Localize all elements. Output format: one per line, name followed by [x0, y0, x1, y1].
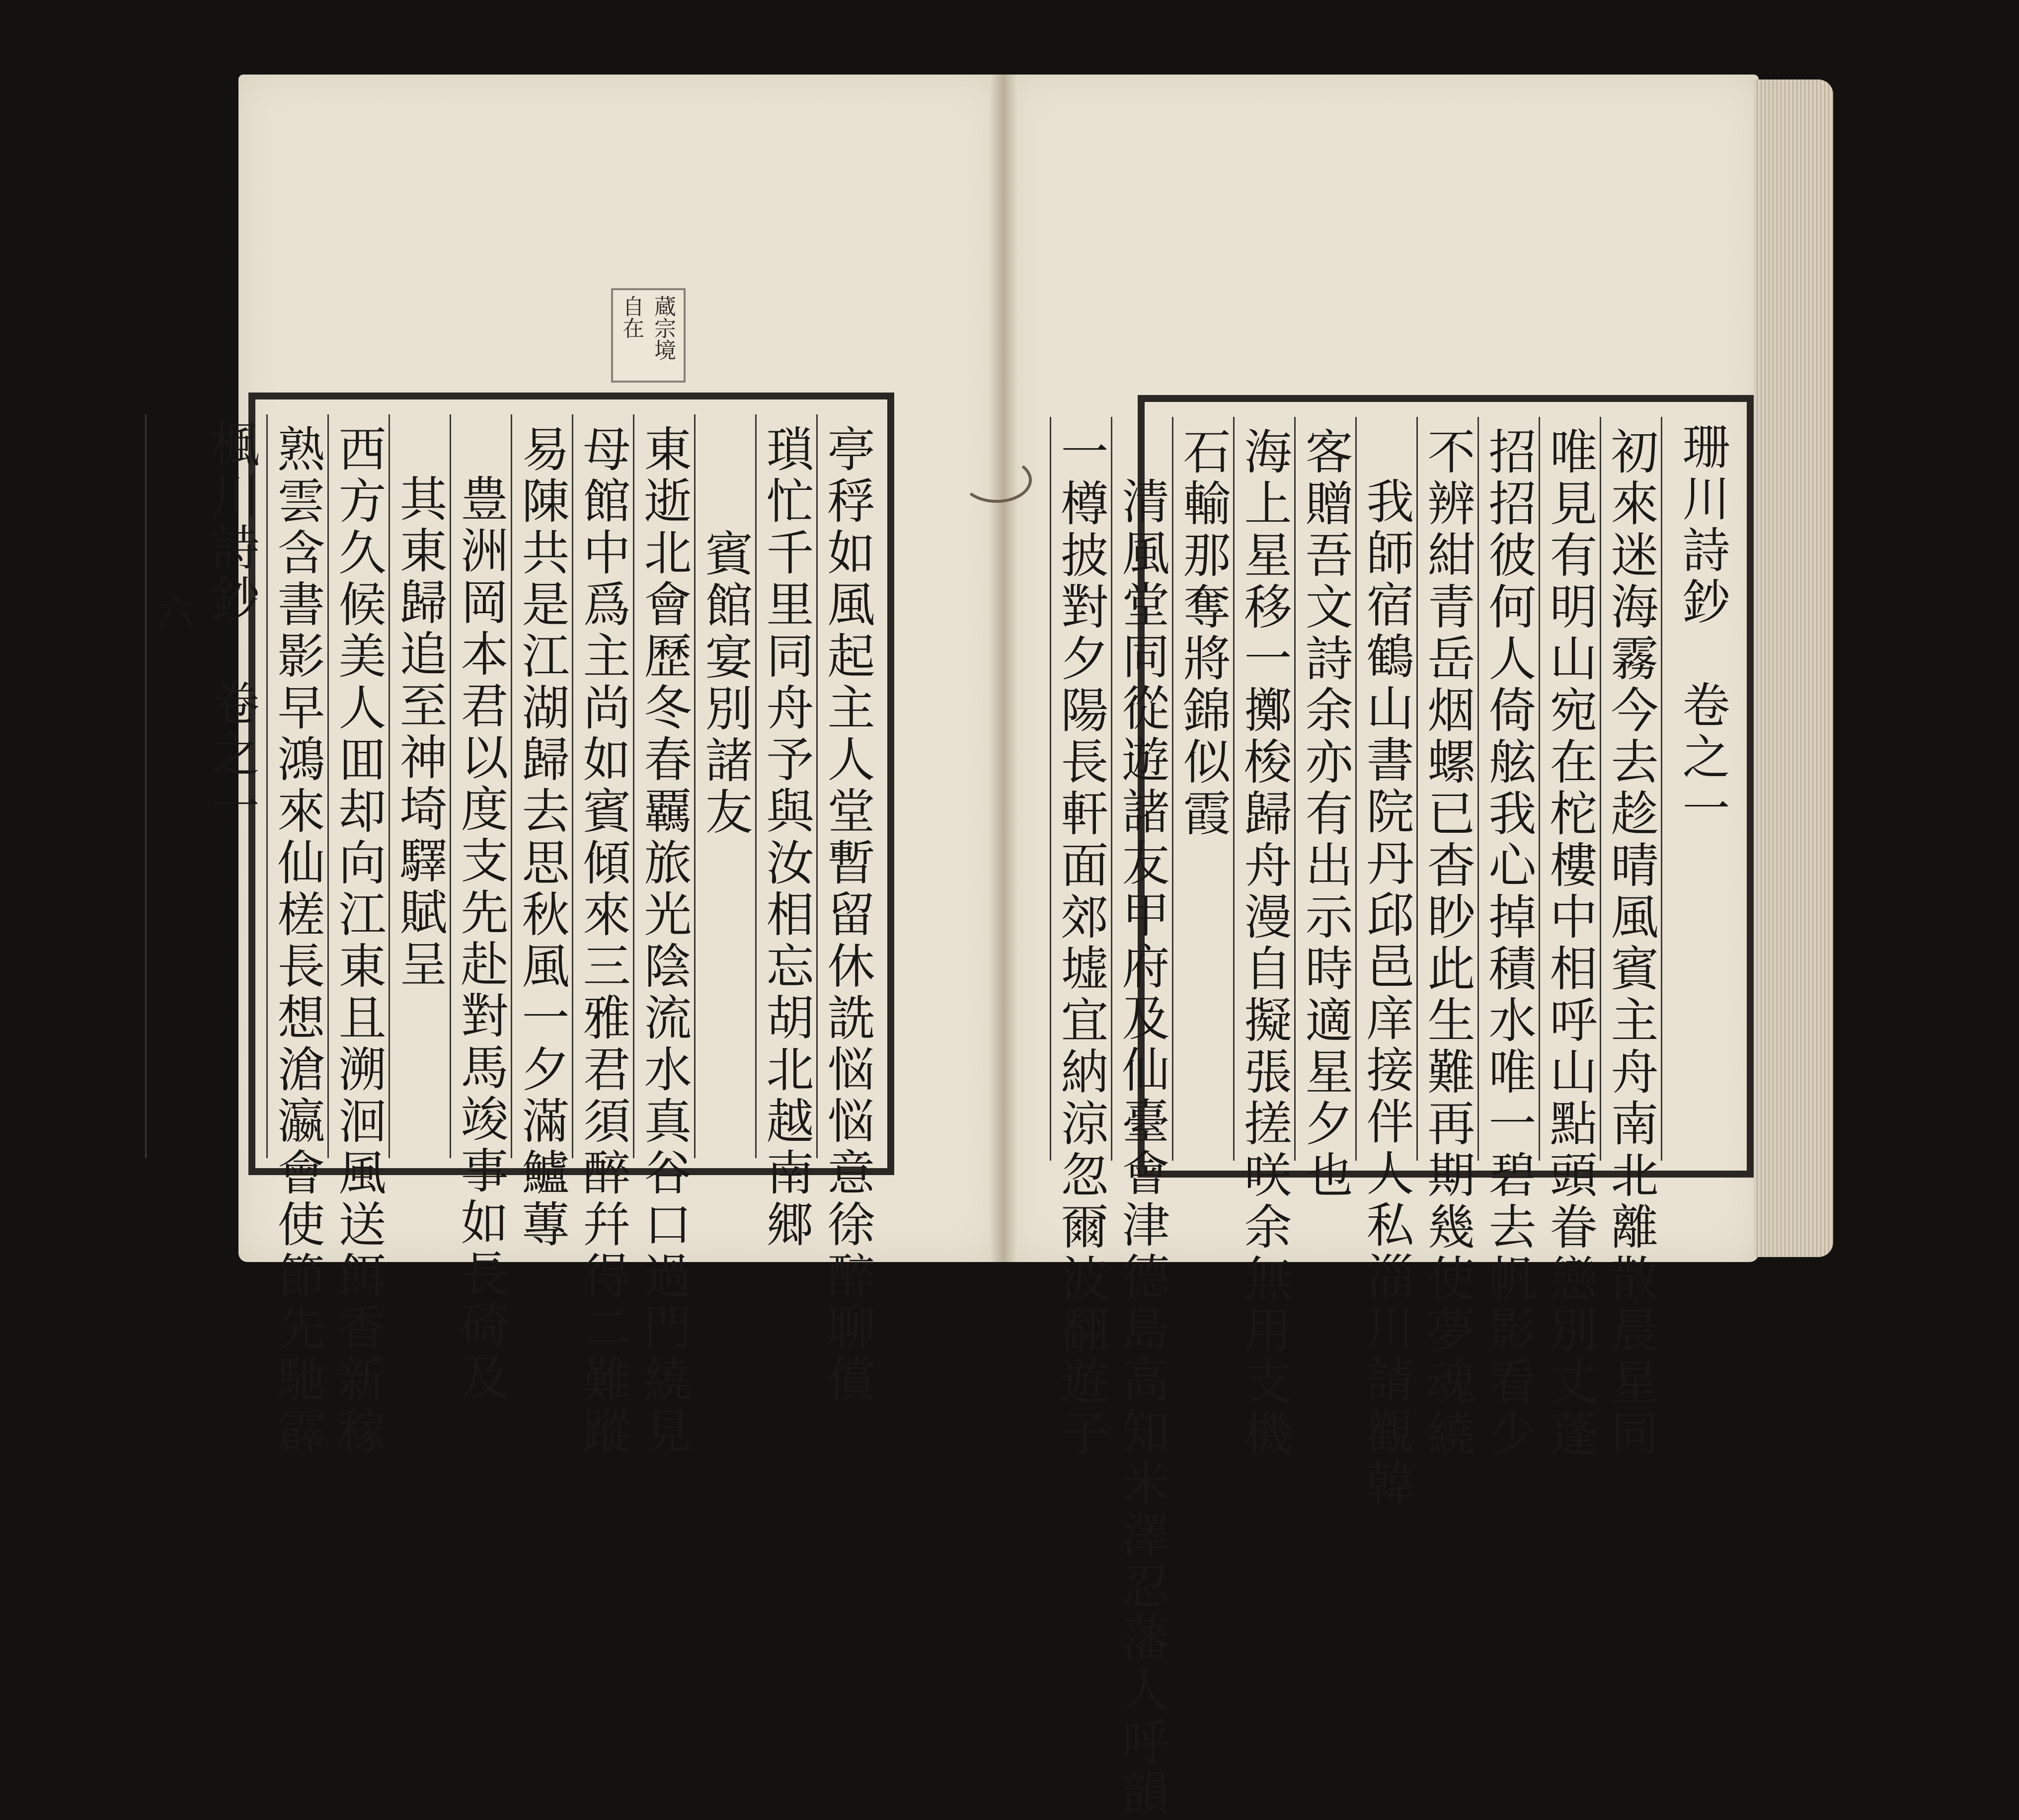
folio-number: 六 — [152, 593, 193, 633]
right-col-1: 初來迷海霧今去趁晴風賓主舟南北離散晨星同 — [1600, 417, 1661, 1161]
right-col-4: 不辨紺青岳烟螺已杳眇此生難再期幾使夢魂繞 — [1416, 417, 1477, 1161]
left-col-3: 賓館宴別諸友 — [694, 414, 755, 1158]
right-col-8: 石輸那奪將錦似霞 — [1172, 417, 1233, 1161]
right-col-3: 招招彼何人倚舷我心掉積水唯一碧去帆影看少 — [1477, 417, 1539, 1161]
left-col-6: 易陳共是江湖歸去思秋風一夕滿鱸蓴 — [511, 414, 572, 1158]
right-col-5: 我師宿鶴山書院丹邱邑庠接伴人私淄川請觀韓 — [1355, 417, 1416, 1161]
left-col-5: 母館中爲主尚如賓傾來三雅君須醉幷得二難蹤 — [572, 414, 633, 1158]
right-col-6: 客贈吾文詩余亦有出示時適星夕也 — [1294, 417, 1355, 1161]
right-col-2: 唯見有明山宛在柁樓中相呼山點頭眷戀別丈蓬 — [1539, 417, 1600, 1161]
right-col-10: 一樽披對夕陽長軒面郊墟宜納涼忽爾波翻遊子 — [1050, 417, 1111, 1161]
left-col-1: 亭稃如風起主人堂暫留休詵悩悩意徐醉聊償 — [816, 414, 877, 1158]
right-col-9: 清風堂同從遊諸友甲府及仙臺會津德島高知米澤忍藩人呼韻 — [1111, 417, 1172, 1161]
left-col-2: 瑣忙千里同舟予與汝相忘胡北越南郷 — [755, 414, 816, 1158]
left-running-header — [145, 414, 266, 1158]
book-gutter — [989, 75, 1018, 1262]
right-col-7: 海上星移一擲梭歸舟漫自擬張搓咲余無用支機 — [1233, 417, 1294, 1161]
left-col-10: 熟雲含書影早鴻來仙槎長想滄瀛會使節先馳霹 — [266, 414, 327, 1158]
left-text-frame — [152, 393, 894, 1458]
right-running-header — [1661, 417, 1737, 1161]
left-col-4: 東逝北會歷冬春覊旅光陰流水真谷口過門繞見 — [633, 414, 694, 1158]
left-col-8: 其東歸追至神埼驛賦呈 — [388, 414, 450, 1158]
left-columns — [152, 414, 877, 1458]
left-col-9: 西方久候美人囬却向江東且溯洄風送餌香新稼 — [327, 414, 388, 1158]
right-text-frame — [1053, 395, 1754, 1820]
ownership-stamp: 蔵宗境自在 — [611, 288, 686, 383]
binding-thread — [961, 457, 1032, 503]
right-columns — [1053, 417, 1737, 1820]
left-header-text: 楓川詩鈔 卷之一 — [204, 419, 260, 833]
left-col-7: 豊洲岡本君以度支先赴對馬竣事如長碕及 — [450, 414, 511, 1158]
right-header-text: 珊川詩鈔 卷之一 — [1675, 422, 1730, 835]
page-edges — [1754, 79, 1833, 1257]
